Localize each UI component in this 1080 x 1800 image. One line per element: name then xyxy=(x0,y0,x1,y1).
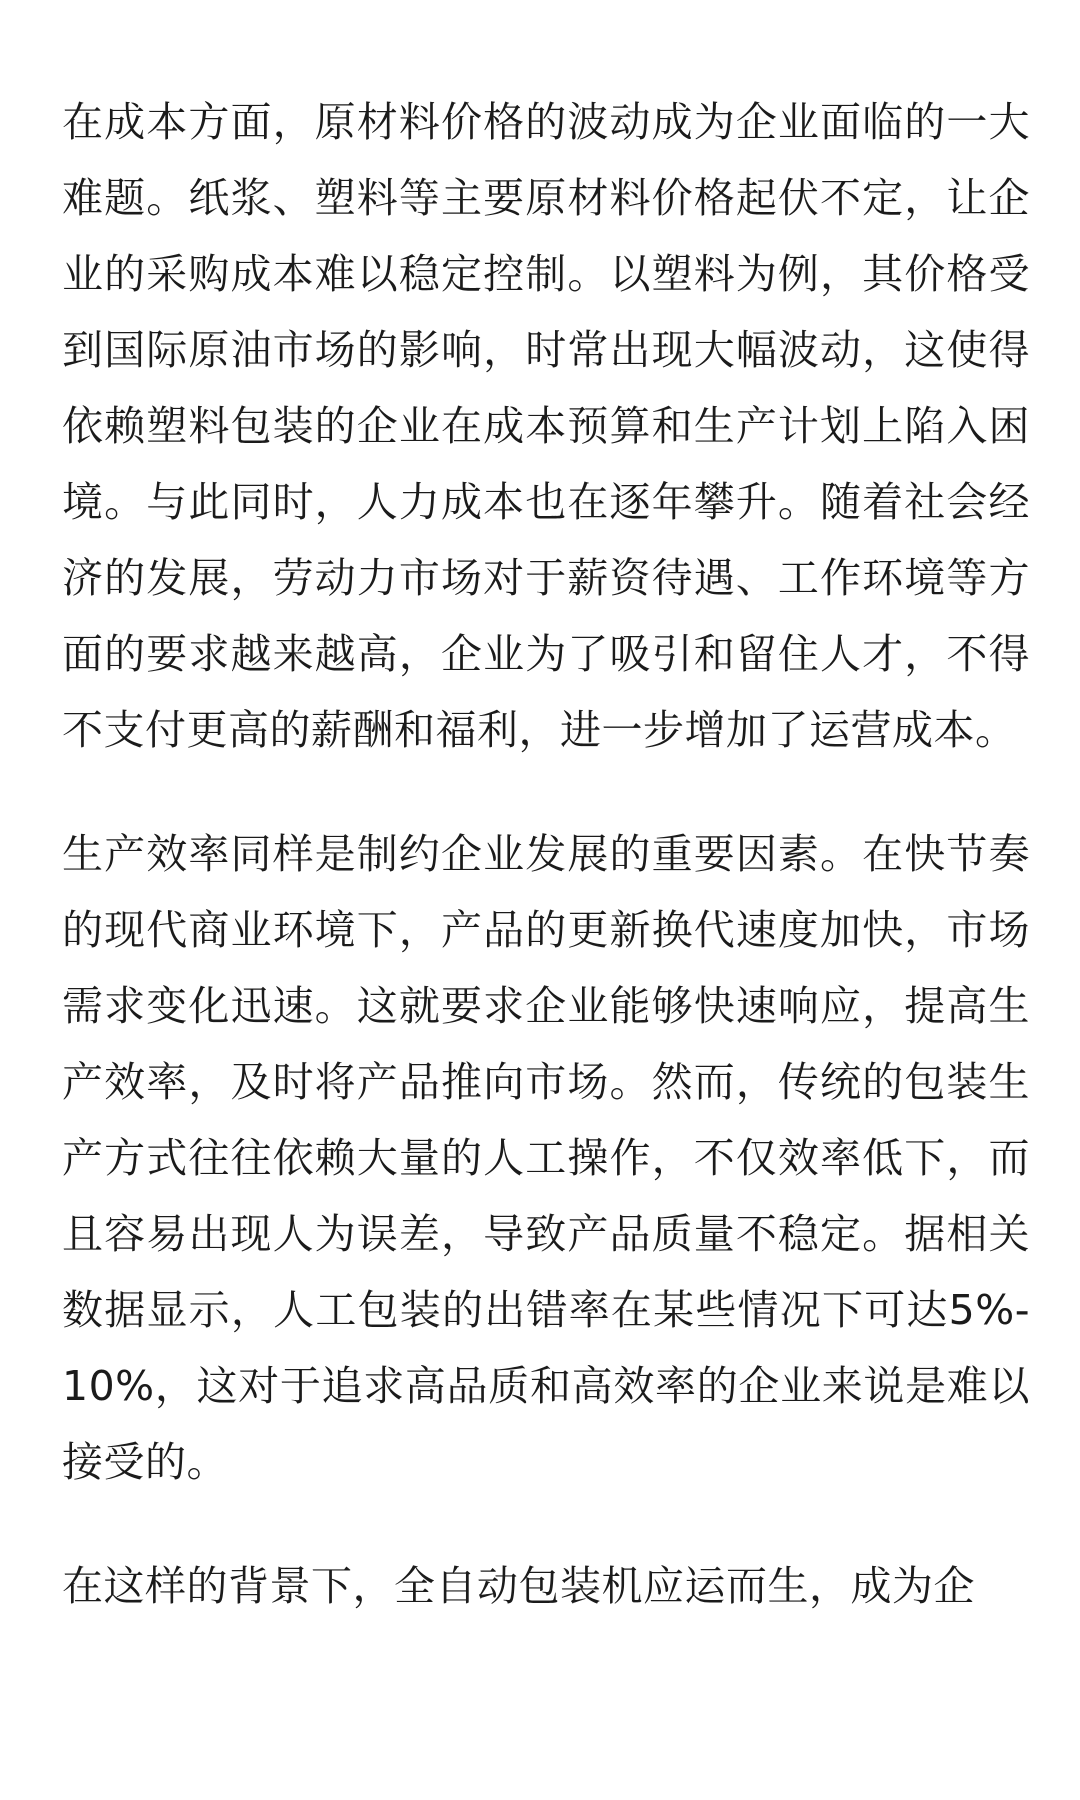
paragraph-background: 在这样的背景下，全自动包装机应运而生，成为企 xyxy=(62,1562,975,1610)
paragraph-efficiency: 生产效率同样是制约企业发展的重要因素。在快节奏的现代商业环境下，产品的更新换代速度加快，市场需求变化迅速。这就要求企业能够快速响应，提高生产效率，及时将产品推向市场。然而，传统的包装生产方式往往依赖大量的人工操作，不仅效率低下，而且容易出现人为误差，导致产品质量不稳定。据相关数据显示，人工包装的出错率在某些情况下可达5%-10%，这对于追求高品质和高效率的企业来说是难以接受的。 xyxy=(62,830,1030,1486)
article-body xyxy=(62,84,1030,1672)
paragraph-cost: 在成本方面，原材料价格的波动成为企业面临的一大难题。纸浆、塑料等主要原材料价格起伏不定，让企业的采购成本难以稳定控制。以塑料为例，其价格受到国际原油市场的影响，时常出现大幅波动，这使得依赖塑料包装的企业在成本预算和生产计划上陷入困境。与此同时，人力成本也在逐年攀升。随着社会经济的发展，劳动力市场对于薪资待遇、工作环境等方面的要求越来越高，企业为了吸引和留住人才，不得不支付更高的薪酬和福利，进一步增加了运营成本。 xyxy=(62,98,1030,754)
